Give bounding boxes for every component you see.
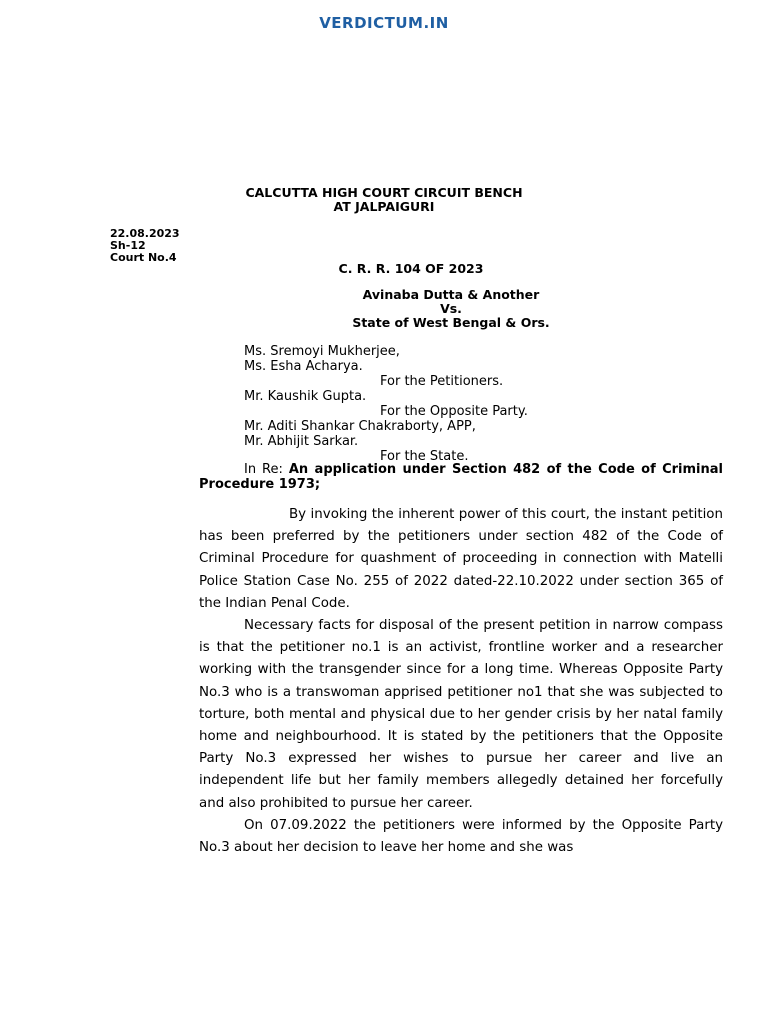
- appearance-line: Mr. Aditi Shankar Chakraborty, APP,: [244, 419, 476, 434]
- appearance-line: Ms. Esha Acharya.: [244, 359, 363, 374]
- case-parties: [0, 288, 768, 330]
- counsel-appearances: [244, 344, 528, 464]
- body-paragraph: Necessary facts for disposal of the present petition in narrow compass is that the petitioner no.1 is an activist, frontline worker and a researcher working with the transgender since for a long time. Whereas Opposite Party No.3 who is a transwoman apprised petitioner no1 that she was subjected to torture, both mental and physical due to her gender crisis by her natal family home and neighbourhood. It is stated by the petitioners that the Opposite Party No.3 expressed her wishes to pursue her career and live an independent life but her family members allegedly detained her forcefully and also prohibited to pursue her career.: [199, 618, 723, 811]
- appearance-line: Mr. Abhijit Sarkar.: [244, 434, 359, 449]
- versus-label: Vs.: [440, 301, 462, 316]
- body-paragraph: By invoking the inherent power of this court, the instant petition has been preferred by the petitioners under section 482 of the Code of Criminal Procedure for quashment of proceeding in connection with Matelli Police Station Case No. 255 of 2022 dated-22.10.2022 under section 365 of the Indian Penal Code.: [199, 507, 723, 611]
- court-bench-location: AT JALPAIGURI: [333, 199, 435, 214]
- appearance-line: Ms. Sremoyi Mukherjee,: [244, 344, 400, 359]
- order-meta: [110, 228, 180, 264]
- appearance-line: For the Opposite Party.: [380, 404, 528, 419]
- in-re-prefix: In Re:: [244, 462, 289, 477]
- court-number: Court No.4: [110, 251, 177, 264]
- site-watermark[interactable]: VERDICTUM.IN: [319, 14, 449, 32]
- in-re-title: An application under Section 482 of the Code of Criminal Procedure 1973;: [199, 462, 723, 492]
- appearance-line: For the Petitioners.: [380, 374, 504, 389]
- court-heading: [0, 186, 768, 214]
- appearance-line: For the State.: [380, 449, 469, 464]
- respondent-name: State of West Bengal & Ors.: [352, 315, 550, 330]
- petitioner-name: Avinaba Dutta & Another: [362, 287, 540, 302]
- judgment-body: [199, 504, 723, 859]
- case-number: C. R. R. 104 OF 2023: [338, 261, 484, 276]
- in-re-subject: [199, 462, 723, 492]
- appearance-line: Mr. Kaushik Gupta.: [244, 389, 367, 404]
- order-date: 22.08.2023: [110, 227, 180, 240]
- sheet-number: Sh-12: [110, 239, 146, 252]
- court-name: CALCUTTA HIGH COURT CIRCUIT BENCH: [245, 185, 523, 200]
- body-paragraph: On 07.09.2022 the petitioners were informed by the Opposite Party No.3 about her decision to leave her home and she was: [199, 817, 723, 856]
